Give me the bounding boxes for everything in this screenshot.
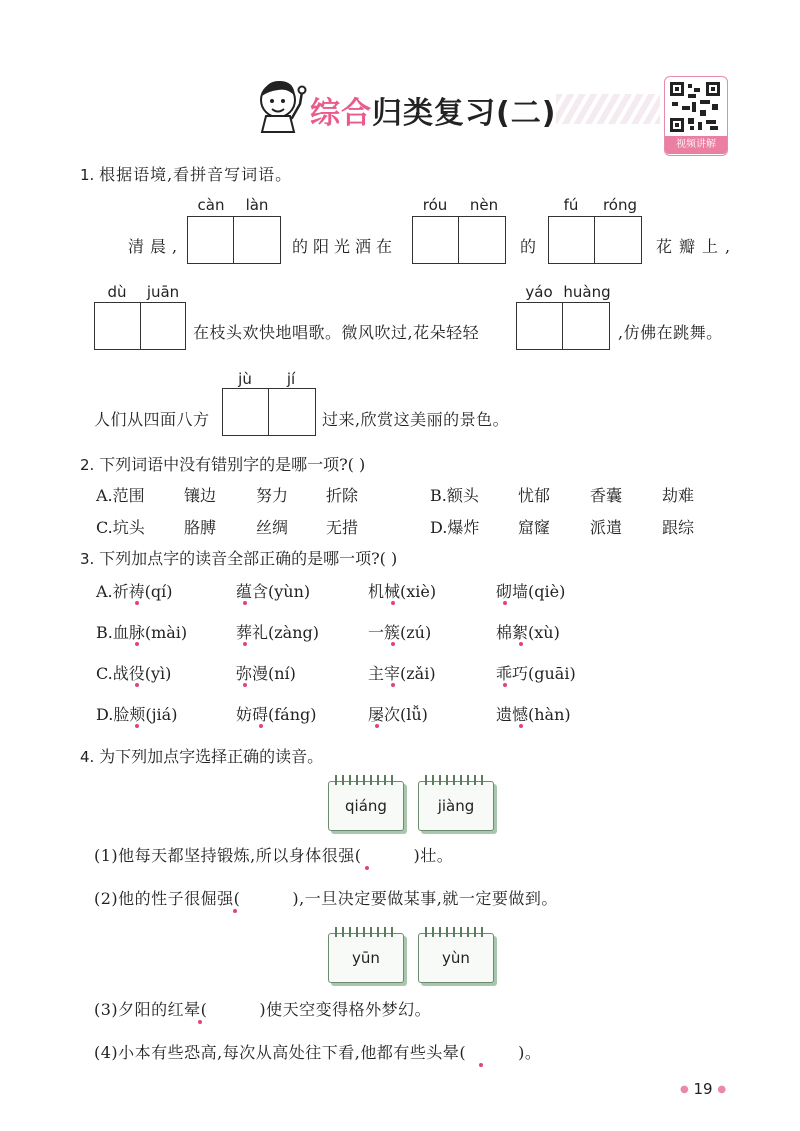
qr-code-badge[interactable] [664, 76, 728, 156]
q1-heading: 1. 根据语境,看拼音写词语。 [80, 165, 293, 184]
answer-box-juji[interactable] [222, 388, 316, 436]
q4-sentence-3: (3)夕阳的红晕( )使天空变得格外梦幻。 [94, 1000, 432, 1019]
emphasis-dot [243, 683, 247, 687]
pinyin: jí [286, 370, 296, 388]
q3-item: 遗憾(hàn) [496, 705, 571, 724]
pinyin-card-yun4[interactable]: yùn [418, 933, 494, 983]
emphasis-dot [243, 601, 247, 605]
pinyin: róu [422, 196, 448, 214]
title-brush-decoration [556, 94, 660, 124]
q2-word: 折除 [326, 486, 359, 505]
q3-item: 乖巧(guāi) [496, 664, 576, 683]
q2-option-a[interactable]: A.范围 [96, 486, 145, 505]
q2-word: 忧郁 [518, 486, 551, 505]
q2-heading: 2. 下列词语中没有错别字的是哪一项?( ) [80, 455, 366, 474]
emphasis-dot [259, 724, 263, 728]
emphasis-dot [503, 601, 507, 605]
pinyin: dù [107, 283, 127, 301]
emphasis-dot [391, 601, 395, 605]
emphasis-dot [135, 683, 139, 687]
answer-box-furong[interactable] [548, 216, 642, 264]
q1-line3-text: 过来,欣赏这美丽的景色。 [322, 410, 510, 429]
emphasis-dot [503, 683, 507, 687]
q2-option-d[interactable]: D.爆炸 [430, 518, 480, 537]
answer-box-yaohuang[interactable] [516, 302, 610, 350]
q2-word: 跟综 [662, 518, 695, 537]
q4-sentence-2: (2)他的性子很倔强( ),一旦决定要做某事,就一定要做到。 [94, 889, 558, 908]
qr-label: 视频讲解 [665, 136, 727, 154]
q2-option-c[interactable]: C.坑头 [96, 518, 145, 537]
q3-item: 蕴含(yùn) [236, 582, 311, 601]
title-highlight: 综合 [310, 96, 372, 131]
q2-word: 胳膊 [184, 518, 217, 537]
q3-item: 主宰(zǎi) [368, 664, 436, 683]
q1-line1-text: 花瓣上, [656, 237, 738, 256]
q1-line2-text: 在枝头欢快地唱歌。微风吹过,花朵轻轻 [193, 323, 480, 342]
pinyin-card-qiang[interactable]: qiáng [328, 781, 404, 831]
q3-item: 屡次(lǚ) [368, 705, 428, 724]
pinyin: juān [146, 283, 180, 301]
pinyin: huàng [563, 283, 611, 301]
title-text: 归类复习(二) [372, 96, 557, 131]
q3-option-c[interactable]: C.战役(yì) [96, 664, 172, 683]
emphasis-dot [135, 724, 139, 728]
emphasis-dot [243, 642, 247, 646]
pinyin: jù [238, 370, 252, 388]
q2-option-b[interactable]: B.额头 [430, 486, 479, 505]
q2-word: 香囊 [590, 486, 623, 505]
emphasis-dot [135, 642, 139, 646]
q2-word: 丝绸 [256, 518, 289, 537]
answer-box-rounen[interactable] [412, 216, 506, 264]
q3-item: 砌墙(qiè) [496, 582, 566, 601]
q2-word: 窟窿 [518, 518, 551, 537]
q1-line3-text: 人们从四面八方 [94, 410, 210, 429]
q3-item: 葬礼(zàng) [236, 623, 320, 642]
q3-item: 一簇(zú) [368, 623, 432, 642]
qr-code-icon [670, 82, 720, 132]
q1-line1-text: 的阳光洒在 [292, 237, 398, 256]
emphasis-dot [519, 724, 523, 728]
q1-line1-text: 的 [520, 237, 538, 256]
q1-line1-text: 清晨, [128, 237, 184, 256]
q3-item: 弥漫(ní) [236, 664, 296, 683]
q3-item: 棉絮(xù) [496, 623, 560, 642]
cartoon-boy-icon [252, 72, 312, 134]
pinyin-card-yun1[interactable]: yūn [328, 933, 404, 983]
emphasis-dot [233, 909, 237, 913]
emphasis-dot [365, 866, 369, 870]
emphasis-dot [135, 601, 139, 605]
q3-item: 机械(xiè) [368, 582, 437, 601]
q3-option-b[interactable]: B.血脉(mài) [96, 623, 188, 642]
q2-word: 劫难 [662, 486, 695, 505]
q2-word: 无措 [326, 518, 359, 537]
q4-sentence-4: (4)小本有些恐高,每次从高处往下看,他都有些头晕( )。 [94, 1043, 542, 1062]
answer-box-canlan[interactable] [187, 216, 281, 264]
emphasis-dot [375, 724, 379, 728]
pinyin: yáo [525, 283, 553, 301]
pinyin: càn [197, 196, 225, 214]
emphasis-dot [198, 1020, 202, 1024]
page-number: ● 19 ● [680, 1080, 727, 1098]
emphasis-dot [519, 642, 523, 646]
pinyin: fú [563, 196, 579, 214]
pinyin-card-jiang[interactable]: jiàng [418, 781, 494, 831]
q3-item: 妨碍(fáng) [236, 705, 317, 724]
q3-heading: 3. 下列加点字的读音全部正确的是哪一项?( ) [80, 549, 398, 568]
q3-option-a[interactable]: A.祈祷(qí) [96, 582, 173, 601]
q2-word: 派遣 [590, 518, 623, 537]
pinyin: nèn [469, 196, 499, 214]
q1-line2-text: ,仿佛在跳舞。 [618, 323, 723, 342]
emphasis-dot [391, 642, 395, 646]
pinyin: làn [245, 196, 269, 214]
q4-heading: 4. 为下列加点字选择正确的读音。 [80, 747, 324, 766]
pinyin: róng [602, 196, 638, 214]
emphasis-dot [391, 683, 395, 687]
q4-sentence-1: (1)他每天都坚持锻炼,所以身体很强( )壮。 [94, 846, 454, 865]
q2-word: 镶边 [184, 486, 217, 505]
answer-box-dujuan[interactable] [94, 302, 186, 350]
q3-option-d[interactable]: D.脸颊(jiá) [96, 705, 178, 724]
emphasis-dot [479, 1063, 483, 1067]
q2-word: 努力 [256, 486, 289, 505]
page-title [310, 88, 556, 132]
